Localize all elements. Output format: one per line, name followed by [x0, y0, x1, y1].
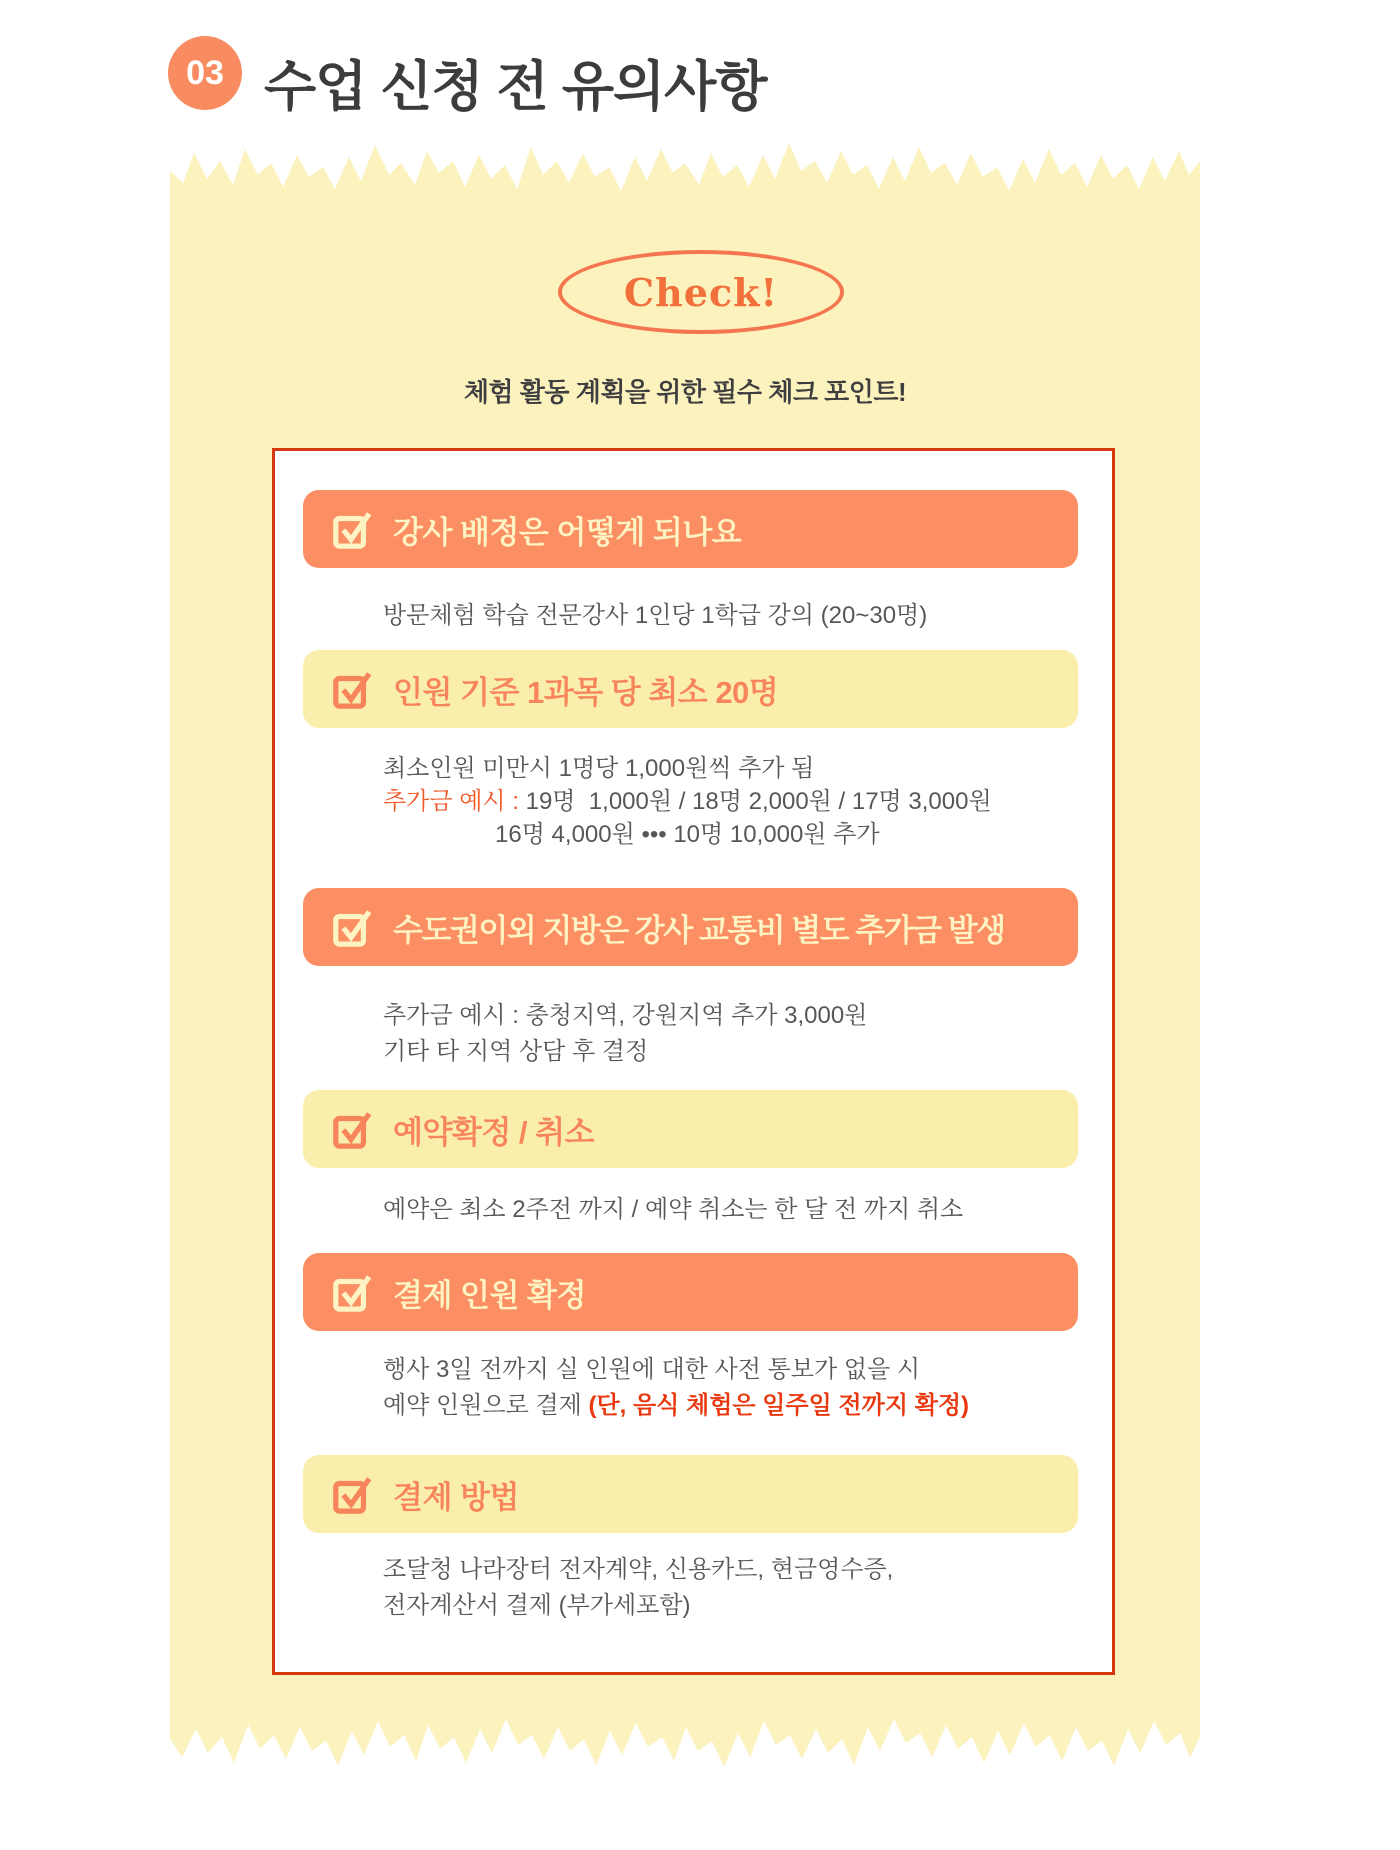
- section-number-badge: 03: [168, 36, 242, 110]
- body-text: 전자계산서 결제 (부가세포함): [383, 1592, 691, 1619]
- body-text: 방문체험 학습 전문강사 1인당 1학급 강의 (20~30명): [383, 602, 928, 629]
- body-line: [383, 1352, 1083, 1388]
- body-line: [383, 1588, 1083, 1624]
- checkbox-check-icon: [331, 668, 373, 710]
- section-body-instructor: [383, 598, 1083, 634]
- body-text: 예약 인원으로 결제: [383, 1392, 589, 1419]
- section-title-bar-min-headcount: [303, 650, 1078, 728]
- body-text: 행사 3일 전까지 실 인원에 대한 사전 통보가 없을 시: [383, 1356, 921, 1383]
- section-title-bar-payment-headcount: [303, 1253, 1078, 1331]
- section-title: 수도권이외 지방은 강사 교통비 별도 추가금 발생: [393, 912, 1005, 948]
- check-badge-label: Check!: [623, 269, 779, 315]
- section-body-payment-headcount: [383, 1352, 1083, 1424]
- section-title-bar-reservation: [303, 1090, 1078, 1168]
- torn-paper-bottom-edge: [170, 1708, 1200, 1782]
- section-title: 결제 방법: [393, 1479, 519, 1515]
- section-body-payment-method: [383, 1552, 1083, 1624]
- checkbox-check-icon: [331, 906, 373, 948]
- body-line: [383, 1552, 1083, 1588]
- body-line: [383, 598, 1083, 634]
- section-title-bar-payment-method: [303, 1455, 1078, 1533]
- checkbox-check-icon: [331, 1271, 373, 1313]
- body-line: [383, 1388, 1083, 1424]
- example-label: 추가금 예시 :: [383, 788, 526, 815]
- checkbox-check-icon: [331, 1108, 373, 1150]
- body-line: [383, 1034, 1083, 1070]
- body-text: 최소인원 미만시 1명당 1,000원씩 추가 됨: [383, 755, 815, 782]
- section-title-bar-regional-fee: [303, 888, 1078, 966]
- body-text: 추가금 예시 : 충청지역, 강원지역 추가 3,000원: [383, 1002, 868, 1029]
- body-text: 조달청 나라장터 전자계약, 신용카드, 현금영수증,: [383, 1556, 894, 1583]
- body-line: [383, 752, 1083, 785]
- section-body-reservation: [383, 1192, 1083, 1228]
- body-text: 16명 4,000원 ••• 10명 10,000원 추가: [495, 821, 880, 848]
- section-body-regional-fee: [383, 998, 1083, 1070]
- check-badge: [558, 250, 844, 334]
- subtitle: 체험 활동 계획을 위한 필수 체크 포인트!: [463, 377, 907, 407]
- section-title: 결제 인원 확정: [393, 1277, 586, 1313]
- body-text: 기타 타 지역 상담 후 결정: [383, 1038, 649, 1065]
- torn-paper-top-edge: [170, 138, 1200, 196]
- body-text: 19명 1,000원 / 18명 2,000원 / 17명 3,000원: [525, 788, 992, 815]
- section-body-min-headcount: [383, 752, 1083, 851]
- body-line: [383, 1192, 1083, 1228]
- body-line: [383, 998, 1083, 1034]
- body-text: 예약은 최소 2주전 까지 / 예약 취소는 한 달 전 까지 취소: [383, 1196, 964, 1223]
- page-title: 수업 신청 전 유의사항: [264, 57, 767, 117]
- warning-text: (단, 음식 체험은 일주일 전까지 확정): [588, 1392, 970, 1419]
- section-title: 인원 기준 1과목 당 최소 20명: [393, 674, 779, 710]
- section-title: 강사 배정은 어떻게 되나요: [393, 514, 742, 550]
- section-title: 예약확정 / 취소: [393, 1114, 595, 1150]
- section-title-bar-instructor: [303, 490, 1078, 568]
- content-box: [272, 448, 1115, 1675]
- body-line: [383, 785, 1083, 818]
- body-line: [495, 818, 1083, 851]
- checkbox-check-icon: [331, 1473, 373, 1515]
- checkbox-check-icon: [331, 508, 373, 550]
